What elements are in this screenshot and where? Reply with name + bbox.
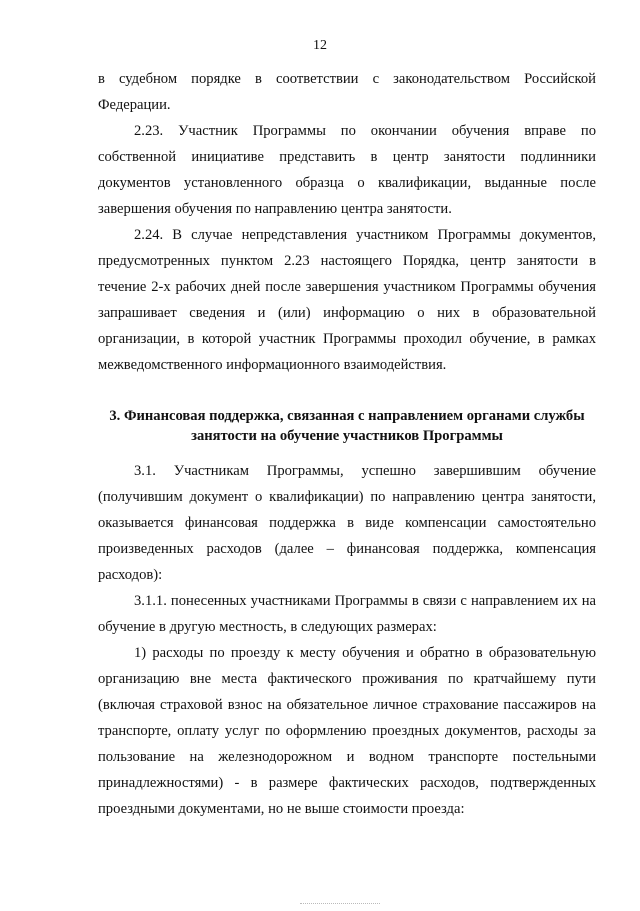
paragraph-3-1: 3.1. Участникам Программы, успешно завершившим обучение (получившим документ о квалификации) по направлению центра занятости, оказывается финансовая поддержка в виде компенсации самостоятельно произведенных расходов (далее – финансовая поддержка, компенсация расходов):: [98, 463, 596, 583]
section-3-heading-line1: 3. Финансовая поддержка, связанная с направлением органами службы: [109, 408, 585, 424]
paragraph-2-23: 2.23. Участник Программы по окончании обучения вправе по собственной инициативе представить в центр занятости подлинники документов установленного образца о квалификации, выданные после завершения обучения по направлению центра занятости.: [98, 123, 596, 217]
section-3-heading-line2: занятости на обучение участников Программы: [191, 428, 503, 444]
paragraph-3-1-1: 3.1.1. понесенных участниками Программы в связи с направлением их на обучение в другую местность, в следующих размерах:: [98, 593, 596, 635]
document-body: [98, 66, 596, 822]
paragraph-continuation: в судебном порядке в соответствии с законодательством Российской Федерации.: [98, 71, 596, 113]
scan-artifact-divider: [300, 903, 380, 907]
paragraph-item-1: 1) расходы по проезду к месту обучения и обратно в образовательную организацию вне места фактического проживания по кратчайшему пути (включая страховой взнос на обязательное личное страхование пассажиров на транспорте, оплату услуг по оформлению проездных документов, расходы за пользование на железнодорожном и водном транспорте постельными принадлежностями) - в размере фактических расходов, подтвержденных проездными документами, но не выше стоимости проезда:: [98, 645, 596, 817]
paragraph-2-24: 2.24. В случае непредставления участником Программы документов, предусмотренных пунктом 2.23 настоящего Порядка, центр занятости в течение 2-х рабочих дней после завершения участником Программы обучения запрашивает сведения и (или) информацию о них в образовательной организации, в которой участник Программы проходил обучение, в рамках межведомственного информационного взаимодействия.: [98, 227, 596, 373]
page-number: 12: [313, 38, 327, 53]
section-3-heading: [98, 406, 596, 446]
